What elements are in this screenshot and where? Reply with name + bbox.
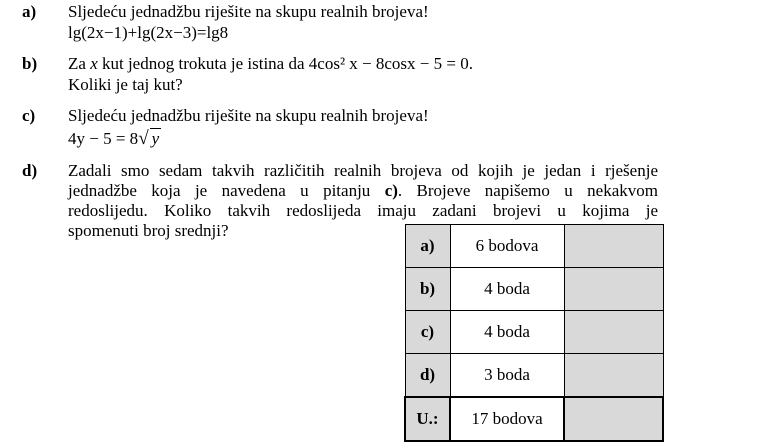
item-c-equation bbox=[68, 128, 161, 149]
score-row-label: c) bbox=[405, 311, 450, 354]
score-row-blank bbox=[564, 354, 663, 398]
score-row-blank bbox=[564, 225, 663, 268]
item-b-label: b) bbox=[22, 54, 38, 73]
score-total-blank bbox=[564, 397, 663, 441]
score-row bbox=[405, 311, 663, 354]
score-row bbox=[405, 354, 663, 398]
score-table bbox=[404, 224, 664, 442]
item-d-ref-bold: c) bbox=[384, 181, 398, 200]
score-row bbox=[405, 268, 663, 311]
item-a-label: a) bbox=[22, 2, 37, 21]
score-row-points: 4 boda bbox=[450, 311, 564, 354]
item-d-line3: redoslijedu. Koliko takvih redoslijeda imaju zadani brojevi u kojima je bbox=[68, 201, 658, 220]
item-c-instruction: Sljedeću jednadžbu riješite na skupu realnih brojeva! bbox=[68, 106, 429, 125]
item-d-label: d) bbox=[22, 161, 38, 180]
item-b-prefix: Za bbox=[68, 54, 86, 73]
score-total-points: 17 bodova bbox=[450, 397, 564, 441]
item-d-line2: jednadžbe koja je navedena u pitanju c). Brojeve napišemo u nekakvom bbox=[68, 181, 658, 200]
item-d-line1: Zadali smo sedam takvih različitih realnih brojeva od kojih je jedan i rješenje bbox=[68, 161, 658, 180]
item-b-line1 bbox=[68, 54, 473, 74]
score-row bbox=[405, 225, 663, 268]
item-a-instruction: Sljedeću jednadžbu riješite na skupu realnih brojeva! bbox=[68, 2, 429, 21]
item-b-mid: kut jednog trokuta je istina da bbox=[101, 54, 305, 73]
score-row-label: a) bbox=[405, 225, 450, 268]
score-row-label: d) bbox=[405, 354, 450, 398]
sqrt-icon: √ bbox=[138, 128, 149, 149]
score-total-row bbox=[405, 397, 663, 441]
item-b-line2: Koliki je taj kut? bbox=[68, 75, 183, 94]
score-row-points: 3 boda bbox=[450, 354, 564, 398]
item-c-equation-left: 4y − 5 = 8 bbox=[68, 129, 139, 148]
item-b-equation: 4cos² x − 8cosx − 5 = 0. bbox=[308, 54, 473, 73]
item-c-label: c) bbox=[22, 106, 36, 125]
score-row-points: 6 bodova bbox=[450, 225, 564, 268]
score-row-label: b) bbox=[405, 268, 450, 311]
item-d-line4: spomenuti broj srednji? bbox=[68, 221, 229, 240]
score-row-blank bbox=[564, 268, 663, 311]
item-a-equation: lg(2x−1)+lg(2x−3)=lg8 bbox=[68, 23, 229, 42]
item-b-var: x bbox=[90, 54, 98, 73]
score-row-points: 4 boda bbox=[450, 268, 564, 311]
score-total-label: U.: bbox=[405, 397, 450, 441]
score-row-blank bbox=[564, 311, 663, 354]
item-c-equation-root: y bbox=[151, 129, 160, 148]
